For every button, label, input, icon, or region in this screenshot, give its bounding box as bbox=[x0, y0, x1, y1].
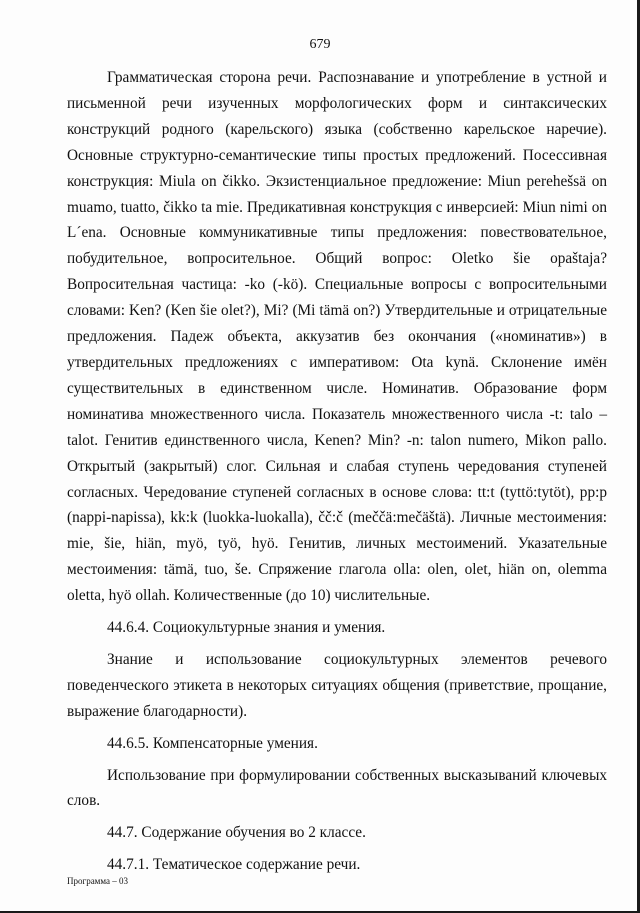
heading-compensatory: 44.6.5. Компенсаторные умения. bbox=[107, 734, 318, 752]
paragraph-sociocultural: Знание и использование социокультурных элементов речевого поведенческого этикета в некоторых ситуациях общения (приветствие, прощание, выражение благодарности). bbox=[67, 650, 607, 720]
heading-thematic-content: 44.7.1. Тематическое содержание речи. bbox=[107, 856, 361, 874]
heading-sociocultural: 44.6.4. Социокультурные знания и умения. bbox=[107, 619, 386, 637]
page-number: 679 bbox=[309, 37, 331, 52]
paragraph-compensatory: Использование при формулировании собственных высказываний ключевых слов. bbox=[67, 766, 607, 810]
heading-grade-2: 44.7. Содержание обучения во 2 классе. bbox=[107, 824, 366, 842]
body-text bbox=[67, 65, 607, 878]
paragraph-grammar: Грамматическая сторона речи. Распознавание и употребление в устной и письменной речи изученных морфологических форм и синтаксических конструкций родного (карельского) языка (собственно карельское наречие). Основные структурно-семантические типы простых предложений. Посессивная конструкция: Miula on čikko. Экзистенциальное предложение: Miun perehešsä on muamo, tuatto, čikko ta mie. Предикативная конструкция с инверсией: Miun nimi on L´ena. Основные коммуникативные типы предложения: повествовательное, побудительное, вопросительное. Общий вопрос: Oletko šie opaštaja? Вопросительная частица: -ko (-kö). Специальные вопросы с вопросительными словами: Ken? (Ken šie olet?), Mi? (Mi tämä on?) Утвердительные и отрицательные предложения. Падеж объекта, аккузатив без окончания («номинатив») в утвердительных предложениях с императивом: Ota kynä. Склонение имён существительных в единственном числе. Номинатив. Образование форм номинатива множественного числа. Показатель множественного числа -t: talo – talot. Генитив единственного числа, Kenen? Min? -n: talon numero, Mikon pallo. Открытый (закрытый) слог. Сильная и слабая ступень чередования ступеней согласных. Чередование ступеней согласных в основе слова: tt:t (tyttö:tytöt), pp:p (nappi-napissa), kk:k (luokka-luokalla), čč:č (meččä:mečäštä). Личные местоимения: mie, šie, hiän, myö, työ, hyö. Генитив, личных местоимений. Указательные местоимения: tämä, tuo, še. Спряжение глагола olla: olen, olet, hiän on, olemma oletta, hyö ollah. Количественные (до 10) числительные. bbox=[67, 69, 607, 605]
footer-label: Программа – 03 bbox=[67, 876, 129, 886]
